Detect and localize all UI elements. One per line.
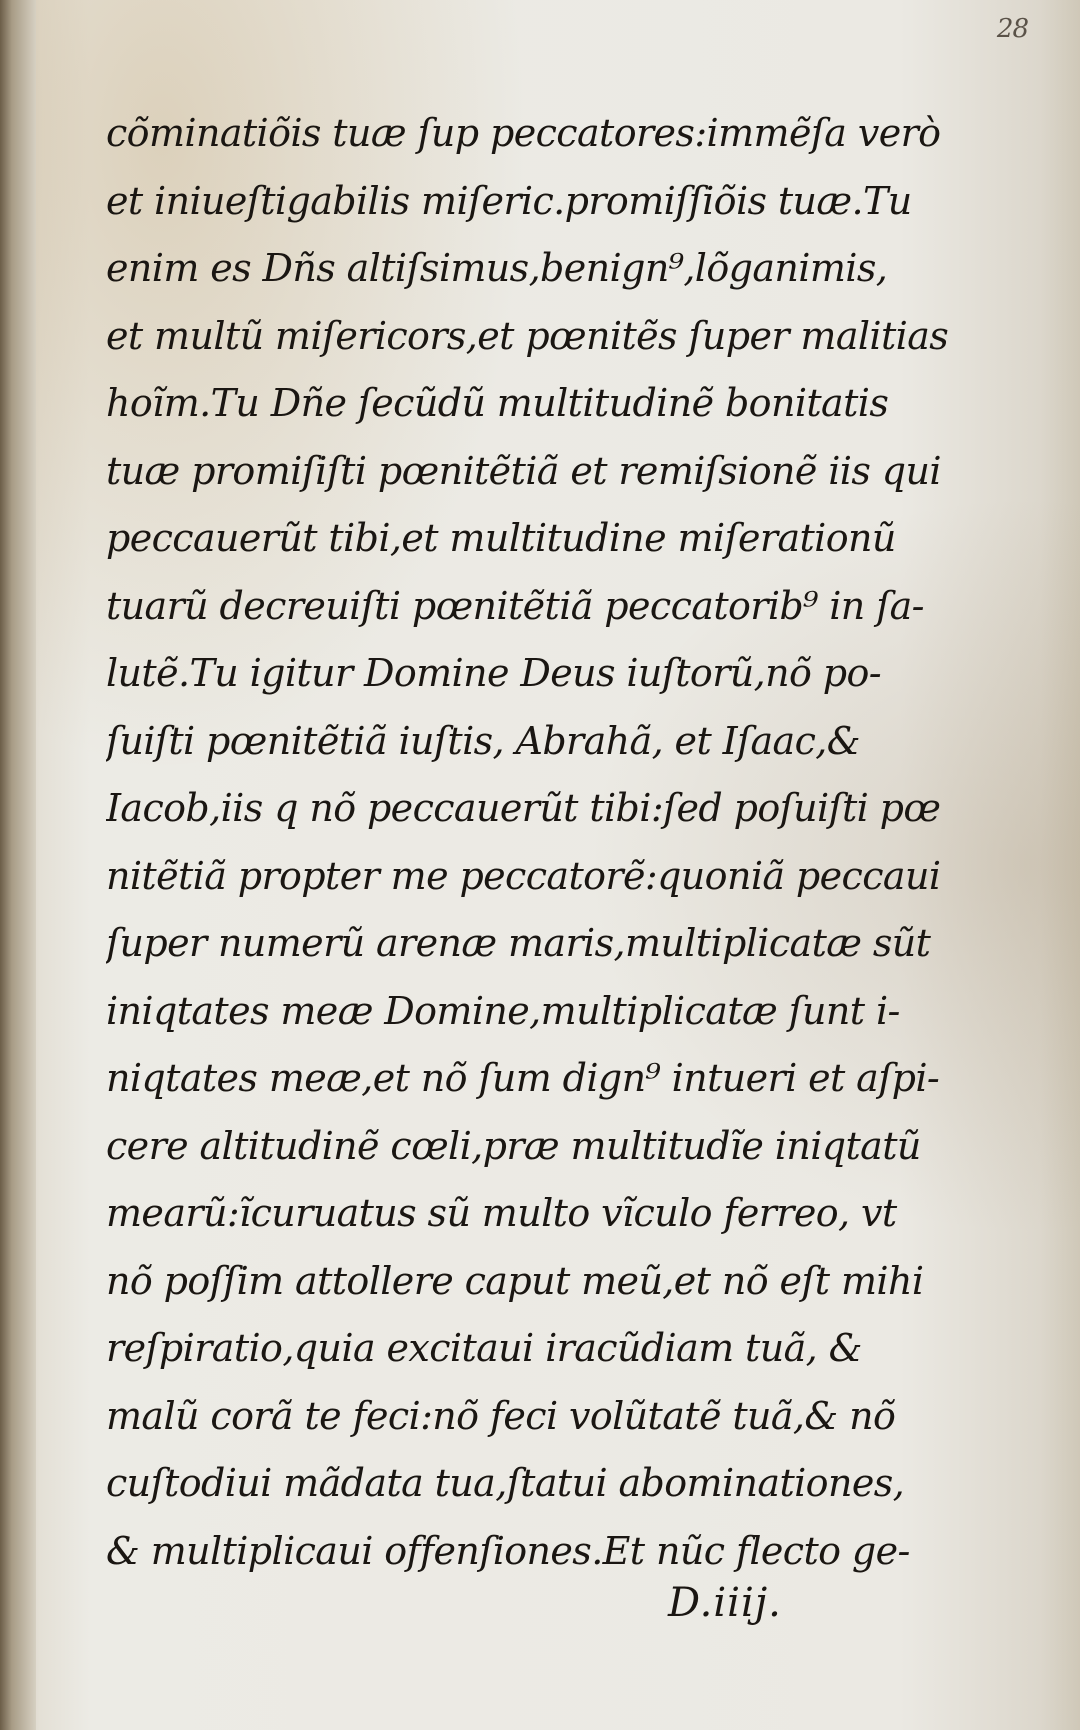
- text-line: et multũ miſericors,et pœnitẽs ſuper malitias: [106, 313, 949, 358]
- text-line: tuæ promiſiſti pœnitẽtiã et remiſsionẽ iis qui: [106, 448, 941, 493]
- text-line: mearũ:ĩcuruatus sũ multo vĩculo ferreo, vt: [106, 1191, 897, 1235]
- text-line: & multiplicaui offenſiones.Et nũc flecto ge-: [106, 1528, 910, 1573]
- binding-gutter: [0, 0, 36, 1730]
- text-line: nitẽtiã propter me peccatorẽ:quoniã peccaui: [106, 853, 941, 898]
- text-line: enim es Dñs altiſsimus,benign⁹,lõganimis,: [106, 246, 888, 290]
- text-line: ſuper numerũ arenæ maris,multiplicatæ sũt: [106, 921, 931, 965]
- text-line: niqtates meæ,et nõ ſum dign⁹ intueri et aſpi-: [106, 1056, 940, 1100]
- signature-mark: D.iiij.: [668, 1580, 782, 1626]
- text-line: ſuiſti pœnitẽtiã iuſtis, Abrahã, et Iſaac,&: [106, 718, 860, 763]
- text-line: iniqtates meæ Domine,multiplicatæ ſunt i-: [106, 988, 900, 1033]
- text-line: hoĩm.Tu Dñe ſecũdũ multitudinẽ bonitatis: [106, 381, 889, 425]
- text-line: peccauerũt tibi,et multitudine miſerationũ: [106, 516, 896, 560]
- text-line: Iacob,iis q nõ peccauerũt tibi:ſed poſuiſti pœ: [106, 786, 941, 830]
- text-line: reſpiratio,quia excitaui iracũdiam tuã, &: [106, 1326, 862, 1370]
- folio-number: 28: [996, 14, 1028, 44]
- main-text-block: [106, 100, 966, 1585]
- text-line: lutẽ.Tu igitur Domine Deus iuſtorũ,nõ po-: [106, 651, 881, 695]
- text-line: malũ corã te feci:nõ feci volũtatẽ tuã,& nõ: [106, 1393, 896, 1438]
- text-line: nõ poſſim attollere caput meũ,et nõ eſt mihi: [106, 1258, 924, 1303]
- text-line: cere altitudinẽ cœli,præ multitudĩe iniqtatũ: [106, 1123, 921, 1168]
- text-line: et iniueſtigabilis miſeric.promiſſiõis tuæ.Tu: [106, 178, 912, 223]
- text-line: cuſtodiui mãdata tua,ſtatui abominationes,: [106, 1461, 905, 1505]
- text-line: tuarũ decreuiſti pœnitẽtiã peccatorib⁹ in ſa-: [106, 583, 924, 628]
- text-line: cõminatiõis tuæ ſup peccatores:immẽſa verò: [106, 111, 941, 155]
